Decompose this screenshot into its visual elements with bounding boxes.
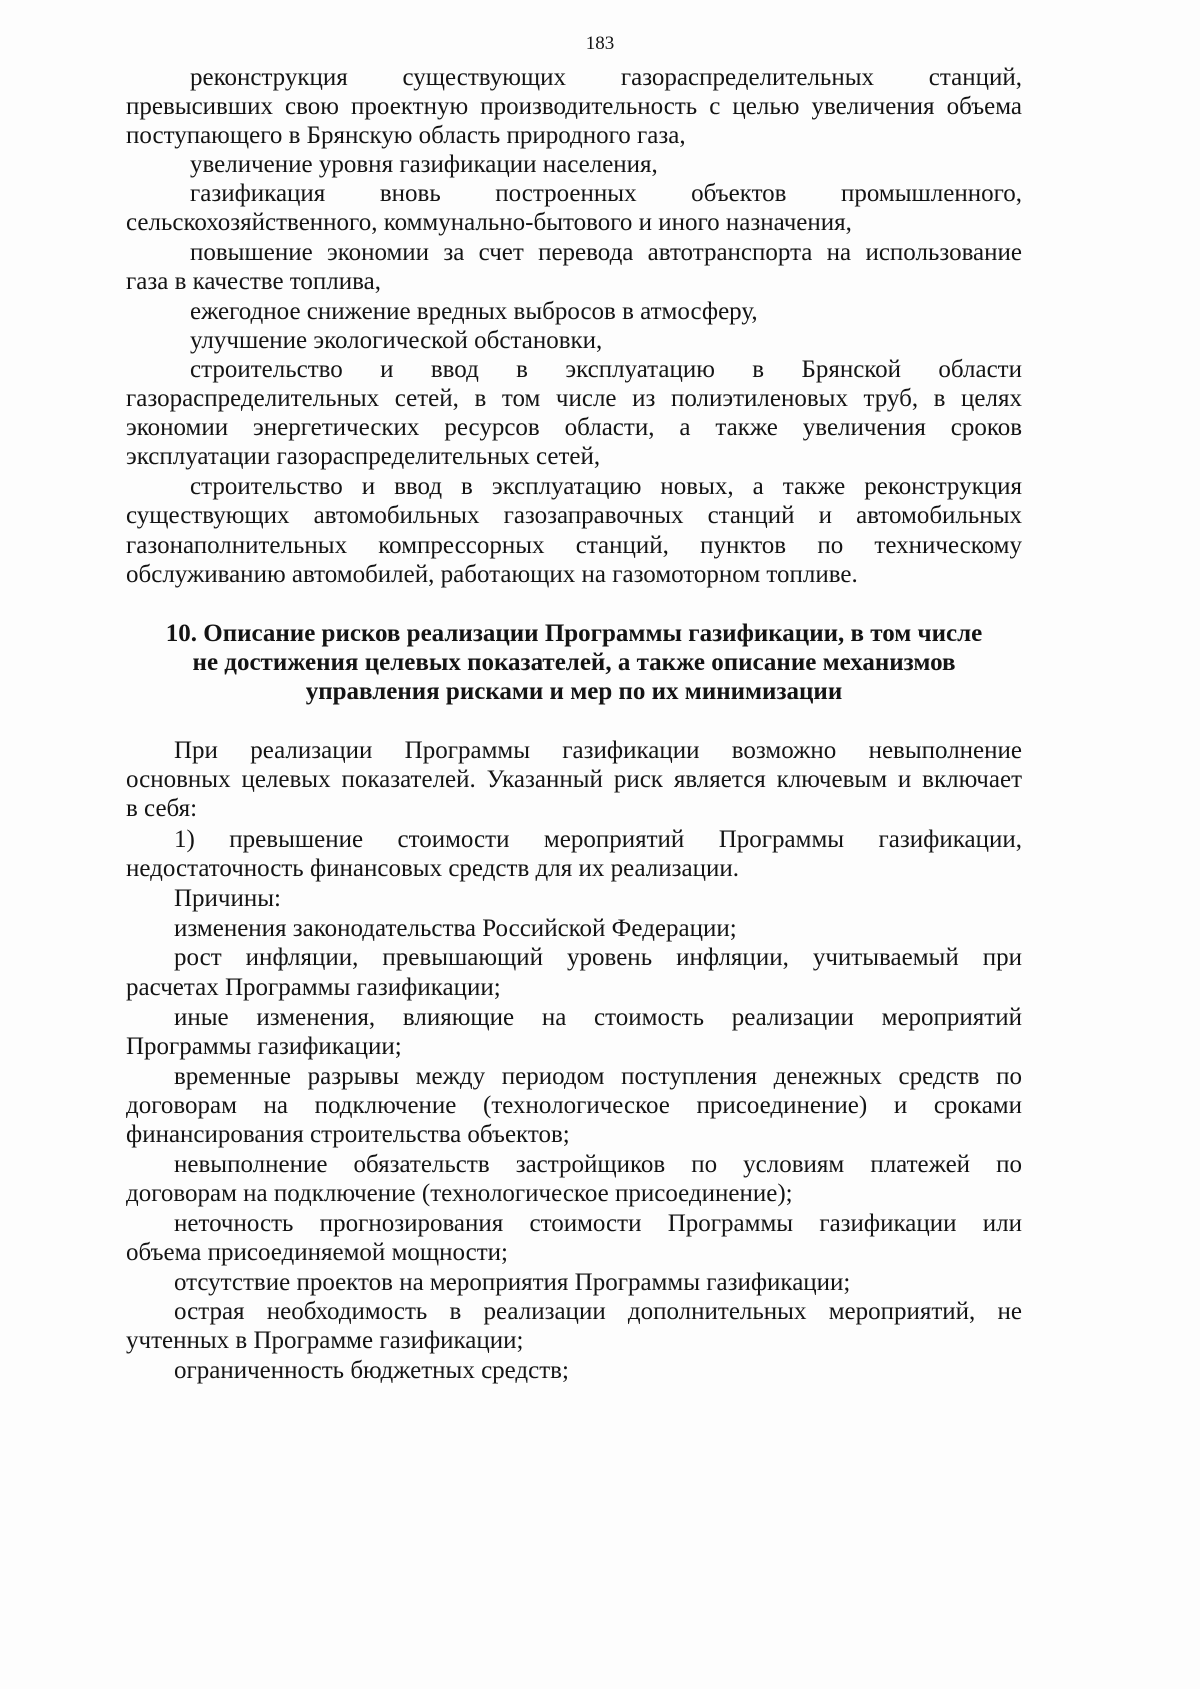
paragraph-line: изменения законодательства Российской Федерации; — [174, 915, 737, 942]
paragraph-line: При реализации Программы газификации возможно невыполнение — [174, 737, 1022, 764]
paragraph-line: экономии энергетических ресурсов области, а также увеличения сроков — [126, 414, 1022, 441]
paragraph-line: газа в качестве топлива, — [126, 268, 381, 295]
paragraph-line: увеличение уровня газификации населения, — [190, 151, 658, 178]
paragraph-line: рост инфляции, превышающий уровень инфляции, учитываемый при — [174, 944, 1022, 971]
paragraph-line: улучшение экологической обстановки, — [190, 327, 603, 354]
paragraph-line: эксплуатации газораспределительных сетей, — [126, 443, 601, 470]
paragraph-line: Причины: — [174, 885, 282, 912]
paragraph-line: иные изменения, влияющие на стоимость реализации мероприятий — [174, 1004, 1022, 1031]
section-heading-line: управления рисками и мер по их минимизации — [305, 678, 843, 705]
paragraph-line: поступающего в Брянскую область природного газа, — [126, 122, 686, 149]
paragraph-line: Программы газификации; — [126, 1033, 402, 1060]
paragraph-line: учтенных в Программе газификации; — [126, 1327, 524, 1354]
paragraph-line: в себя: — [126, 795, 198, 822]
paragraph-line: газораспределительных сетей, в том числе из полиэтиленовых труб, в целях — [126, 385, 1022, 412]
page-number: 183 — [585, 33, 615, 54]
paragraph-line: финансирования строительства объектов; — [126, 1121, 570, 1148]
paragraph-line: обслуживанию автомобилей, работающих на газомоторном топливе. — [126, 561, 858, 588]
paragraph-line: реконструкция существующих газораспределительных станций, — [190, 64, 1022, 91]
paragraph-line: существующих автомобильных газозаправочных станций и автомобильных — [126, 502, 1022, 529]
paragraph-line: превысивших свою проектную производительность с целью увеличения объема — [126, 93, 1022, 120]
paragraph-line: строительство и ввод в эксплуатацию в Брянской области — [190, 356, 1022, 383]
paragraph-line: 1) превышение стоимости мероприятий Программы газификации, — [174, 826, 1022, 853]
paragraph-line: строительство и ввод в эксплуатацию новых, а также реконструкция — [190, 473, 1022, 500]
paragraph-line: расчетах Программы газификации; — [126, 974, 501, 1001]
paragraph-line: неточность прогнозирования стоимости Программы газификации или — [174, 1210, 1022, 1237]
paragraph-line: газификация вновь построенных объектов промышленного, — [190, 180, 1022, 207]
paragraph-line: договорам на подключение (технологическое присоединение) и сроками — [126, 1092, 1022, 1119]
paragraph-line: сельскохозяйственного, коммунально-бытового и иного назначения, — [126, 209, 852, 236]
paragraph-line: временные разрывы между периодом поступления денежных средств по — [174, 1063, 1022, 1090]
paragraph-line: ограниченность бюджетных средств; — [174, 1357, 569, 1384]
paragraph-line: повышение экономии за счет перевода автотранспорта на использование — [190, 239, 1022, 266]
paragraph-line: невыполнение обязательств застройщиков по условиям платежей по — [174, 1151, 1022, 1178]
paragraph-line: недостаточность финансовых средств для их реализации. — [126, 855, 740, 882]
paragraph-line: объема присоединяемой мощности; — [126, 1239, 508, 1266]
paragraph-line: договорам на подключение (технологическое присоединение); — [126, 1180, 793, 1207]
section-heading-line: 10. Описание рисков реализации Программы газификации, в том числе — [165, 620, 983, 647]
paragraph-line: острая необходимость в реализации дополнительных мероприятий, не — [174, 1298, 1022, 1325]
paragraph-line: основных целевых показателей. Указанный риск является ключевым и включает — [126, 766, 1022, 793]
paragraph-line: газонаполнительных компрессорных станций, пунктов по техническому — [126, 532, 1022, 559]
section-heading-line: не достижения целевых показателей, а также описание механизмов — [192, 649, 956, 676]
paragraph-line: ежегодное снижение вредных выбросов в атмосферу, — [190, 298, 758, 325]
paragraph-line: отсутствие проектов на мероприятия Программы газификации; — [174, 1269, 851, 1296]
